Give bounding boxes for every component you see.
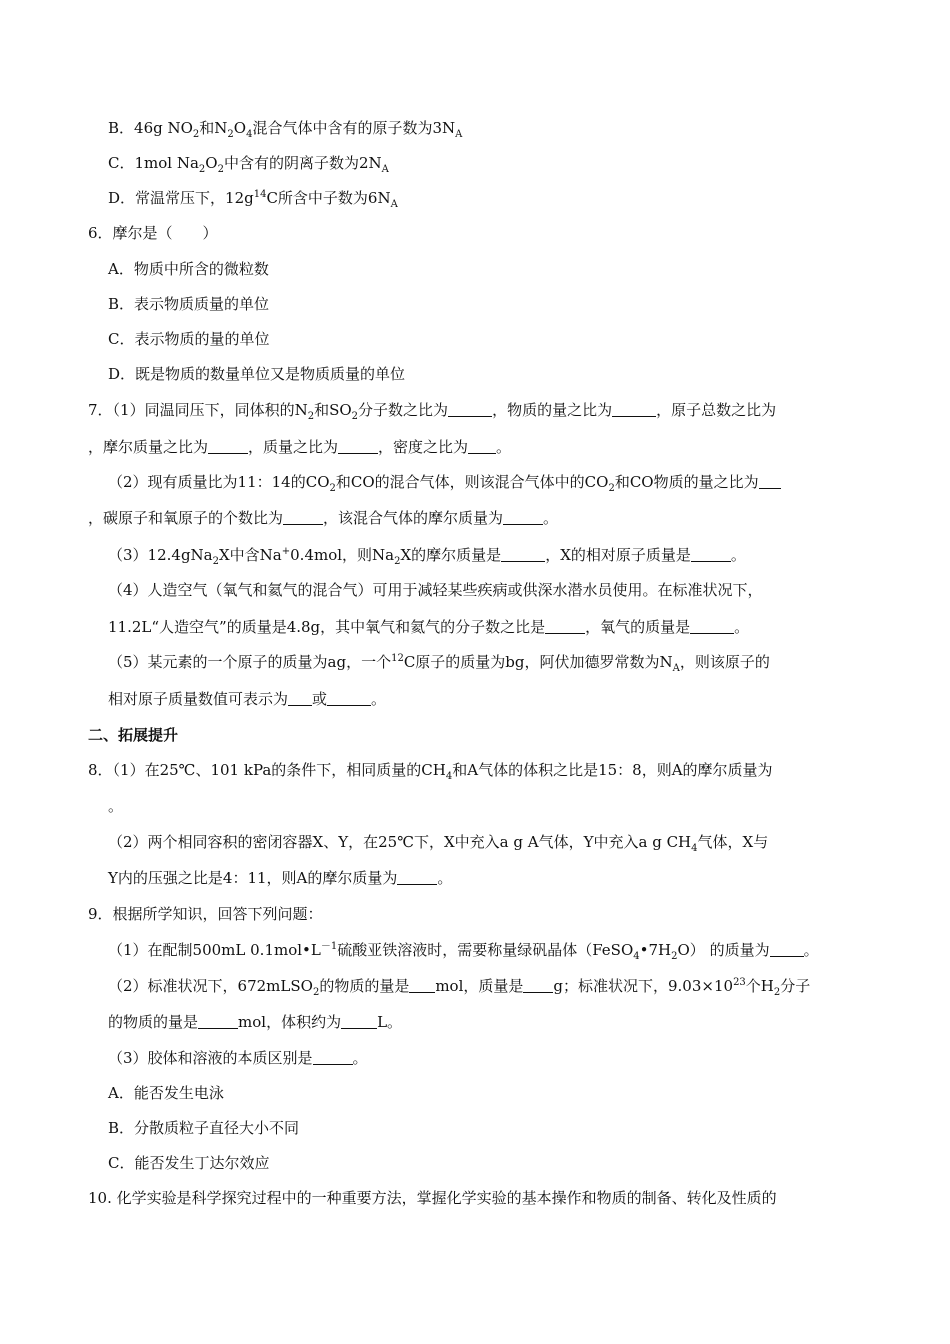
q7-part5-cont: 相对原子质量数值可表示为 或 。	[108, 690, 387, 708]
q6-option-c: C．表示物质的量的单位	[108, 330, 270, 348]
answer-blank	[503, 510, 543, 525]
q9-option-a: A．能否发生电泳	[108, 1084, 224, 1102]
q7-part4-cont: 11.2L“人造空气”的质量是4.8g，其中氧气和氦气的分子数之比是 ，氧气的质量是 。	[108, 618, 750, 636]
answer-blank	[327, 691, 371, 706]
answer-blank	[691, 547, 731, 562]
answer-blank	[341, 1014, 377, 1029]
answer-blank	[690, 619, 734, 634]
answer-blank	[770, 942, 804, 957]
answer-blank	[501, 547, 545, 562]
q7-part2-cont: ，碳原子和氧原子的个数比为 ，该混合气体的摩尔质量为 。	[88, 509, 559, 527]
q7-part1-cont: ，摩尔质量之比为 ，质量之比为 ，密度之比为 。	[88, 438, 512, 456]
answer-blank	[288, 691, 312, 706]
answer-blank	[545, 619, 585, 634]
q7-part1: 7．（1）同温同压下，同体积的$N_2$和$SO_2$分子数之比为 ，物质的量之比为 ，原子总数之比为	[88, 401, 777, 422]
q5-option-d: D．常温常压下，$12g^{14}C$所含中子数为$6N_A$	[108, 189, 398, 210]
q10-stem: 10. 化学实验是科学探究过程中的一种重要方法，掌握化学实验的基本操作和物质的制备、转化及性质的	[88, 1189, 777, 1207]
q9-part2: （2）标准状况下，672mLSO$_2$的物质的量是 mol，质量是 g；标准状况下，$9.03\times 10^{23}$个$H_2$分子	[108, 977, 811, 998]
q5-option-c: C．1mol $Na_2O_2$中含有的阴离子数为$2N_A$	[108, 154, 389, 175]
q7-part4: （4）人造空气（氧气和氦气的混合气）可用于减轻某些疾病或供深水潜水员使用。在标准状况下，	[108, 581, 763, 599]
q6-stem: 6．摩尔是（ ）	[88, 224, 218, 242]
q9-option-b: B．分散质粒子直径大小不同	[108, 1119, 300, 1137]
section-heading: 二、拓展提升	[88, 726, 179, 744]
q8-part2-cont: Y内的压强之比是4：11，则A的摩尔质量为 。	[108, 869, 453, 887]
q9-part2-cont: 的物质的量是 mol，体积约为 L。	[108, 1013, 403, 1031]
answer-blank	[313, 1050, 353, 1065]
answer-blank	[338, 439, 378, 454]
answer-blank	[612, 402, 656, 417]
q6-option-a: A．物质中所含的微粒数	[108, 260, 269, 278]
q9-stem: 9．根据所学知识，回答下列问题：	[88, 905, 323, 923]
answer-blank	[523, 978, 553, 993]
q9-option-c: C．能否发生丁达尔效应	[108, 1154, 270, 1172]
q9-part1: （1）在配制500mL $0.1mol•L^{-1}$硫酸亚铁溶液时，需要称量绿矾晶体$(FeSO_4•7H_2O)$ 的质量为 。	[108, 941, 819, 962]
q6-option-d: D．既是物质的数量单位又是物质质量的单位	[108, 365, 406, 383]
q7-part5: （5）某元素的一个原子的质量为ag，一个$^{12}$C原子的质量为bg，阿伏加德罗常数为$N_A$，则该原子的	[108, 653, 770, 674]
answer-blank	[759, 474, 781, 489]
q9-part3: （3）胶体和溶液的本质区别是 。	[108, 1049, 368, 1067]
answer-blank	[283, 510, 323, 525]
q8-part1: 8．（1）在25℃、101 kPa的条件下，相同质量的$CH_4$和A气体的体积之比是15：8，则A的摩尔质量为	[88, 761, 773, 782]
answer-blank	[198, 1014, 238, 1029]
q8-part1-cont: 。	[108, 797, 124, 815]
q8-part2: （2）两个相同容积的密闭容器X、Y，在25℃下，X中充入a g A气体，Y中充入a g $CH_4$气体，X与	[108, 833, 769, 854]
answer-blank	[409, 978, 435, 993]
answer-blank	[397, 870, 437, 885]
q6-option-b: B．表示物质质量的单位	[108, 295, 270, 313]
q7-part2: （2）现有质量比为11：14的$CO_2$和CO的混合气体，则该混合气体中的$CO_2$和CO物质的量之比为	[108, 472, 781, 492]
answer-blank	[208, 439, 248, 454]
answer-blank	[448, 402, 492, 417]
q7-part3: （3）12.4gNa$_2$X中含Na+0.4mol，则$Na_2X$的摩尔质量是 ，X的相对原子质量是 。	[108, 546, 746, 567]
answer-blank	[468, 439, 496, 454]
q5-option-b: B．46g $NO_2$和$N_2O_4$混合气体中含有的原子数为$3N_A$	[108, 119, 463, 140]
